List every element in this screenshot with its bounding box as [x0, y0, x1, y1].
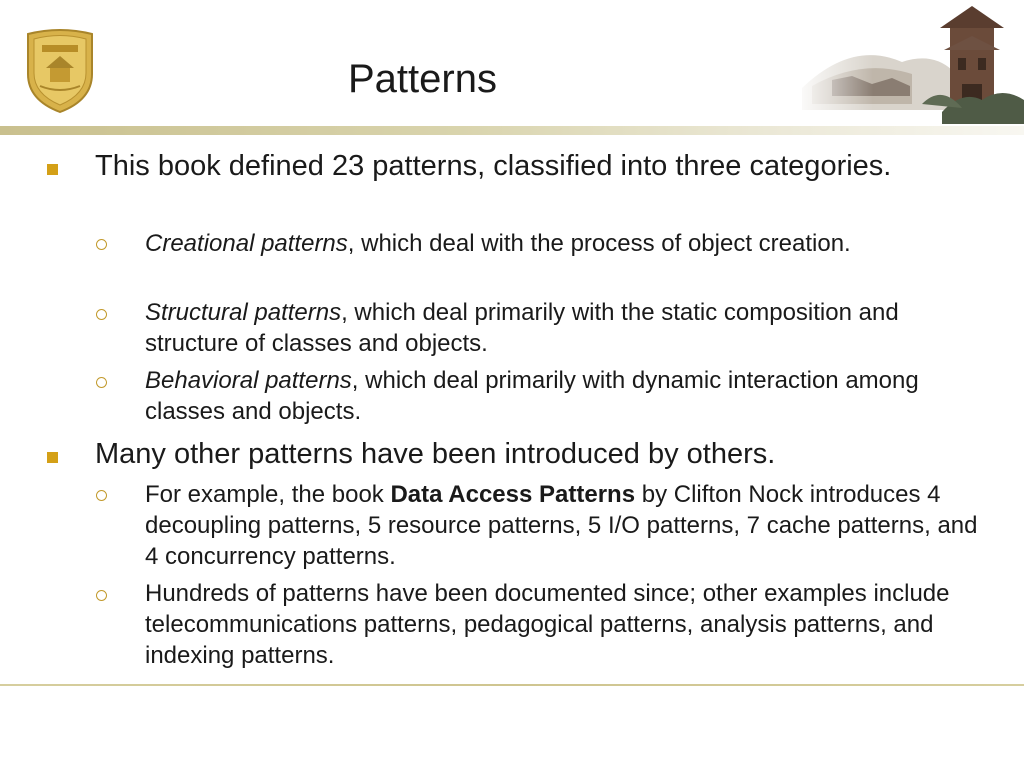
book-title: Data Access Patterns	[390, 481, 636, 508]
ring-bullet-icon	[96, 490, 107, 501]
term-structural: Structural patterns	[145, 299, 342, 326]
text-before: For example, the book	[145, 481, 391, 508]
ring-bullet-icon	[96, 377, 107, 388]
ring-bullet-icon	[96, 309, 107, 320]
term-behavioral: Behavioral patterns	[145, 367, 352, 394]
sub-bullet-text	[145, 365, 980, 427]
sub-bullet-text	[145, 228, 980, 259]
text-after: by Clifton Nock introduces 4 decoupling patterns, 5 resource patterns, 5 I/O patterns, 7 cache patterns, and 4 concurrency patterns.	[145, 481, 978, 570]
header-divider	[0, 126, 1024, 135]
square-bullet-icon	[47, 164, 58, 175]
pagoda-tower-photo	[792, 0, 1024, 124]
sub-bullet-text	[145, 297, 980, 359]
slide-title: Patterns	[348, 57, 497, 101]
square-bullet-icon	[47, 452, 58, 463]
term-creational: Creational patterns	[145, 230, 348, 257]
bullet-text: Many other patterns have been introduced by others.	[95, 438, 776, 470]
term-description: , which deal with the process of object creation.	[347, 230, 851, 257]
bullet-text: This book defined 23 patterns, classified into three categories.	[95, 150, 892, 182]
sub-bullet-text: Hundreds of patterns have been documented since; other examples include telecommunications patterns, pedagogical patterns, analysis patterns, and indexing patterns.	[145, 580, 950, 669]
sub-bullet-text	[145, 479, 980, 572]
term-description: , which deal primarily with the static composition and structure of classes and objects.	[145, 299, 899, 357]
university-crest-icon	[24, 28, 96, 114]
footer-divider	[0, 684, 1024, 686]
ring-bullet-icon	[96, 590, 107, 601]
term-description: , which deal primarily with dynamic interaction among classes and objects.	[145, 367, 919, 425]
ring-bullet-icon	[96, 239, 107, 250]
